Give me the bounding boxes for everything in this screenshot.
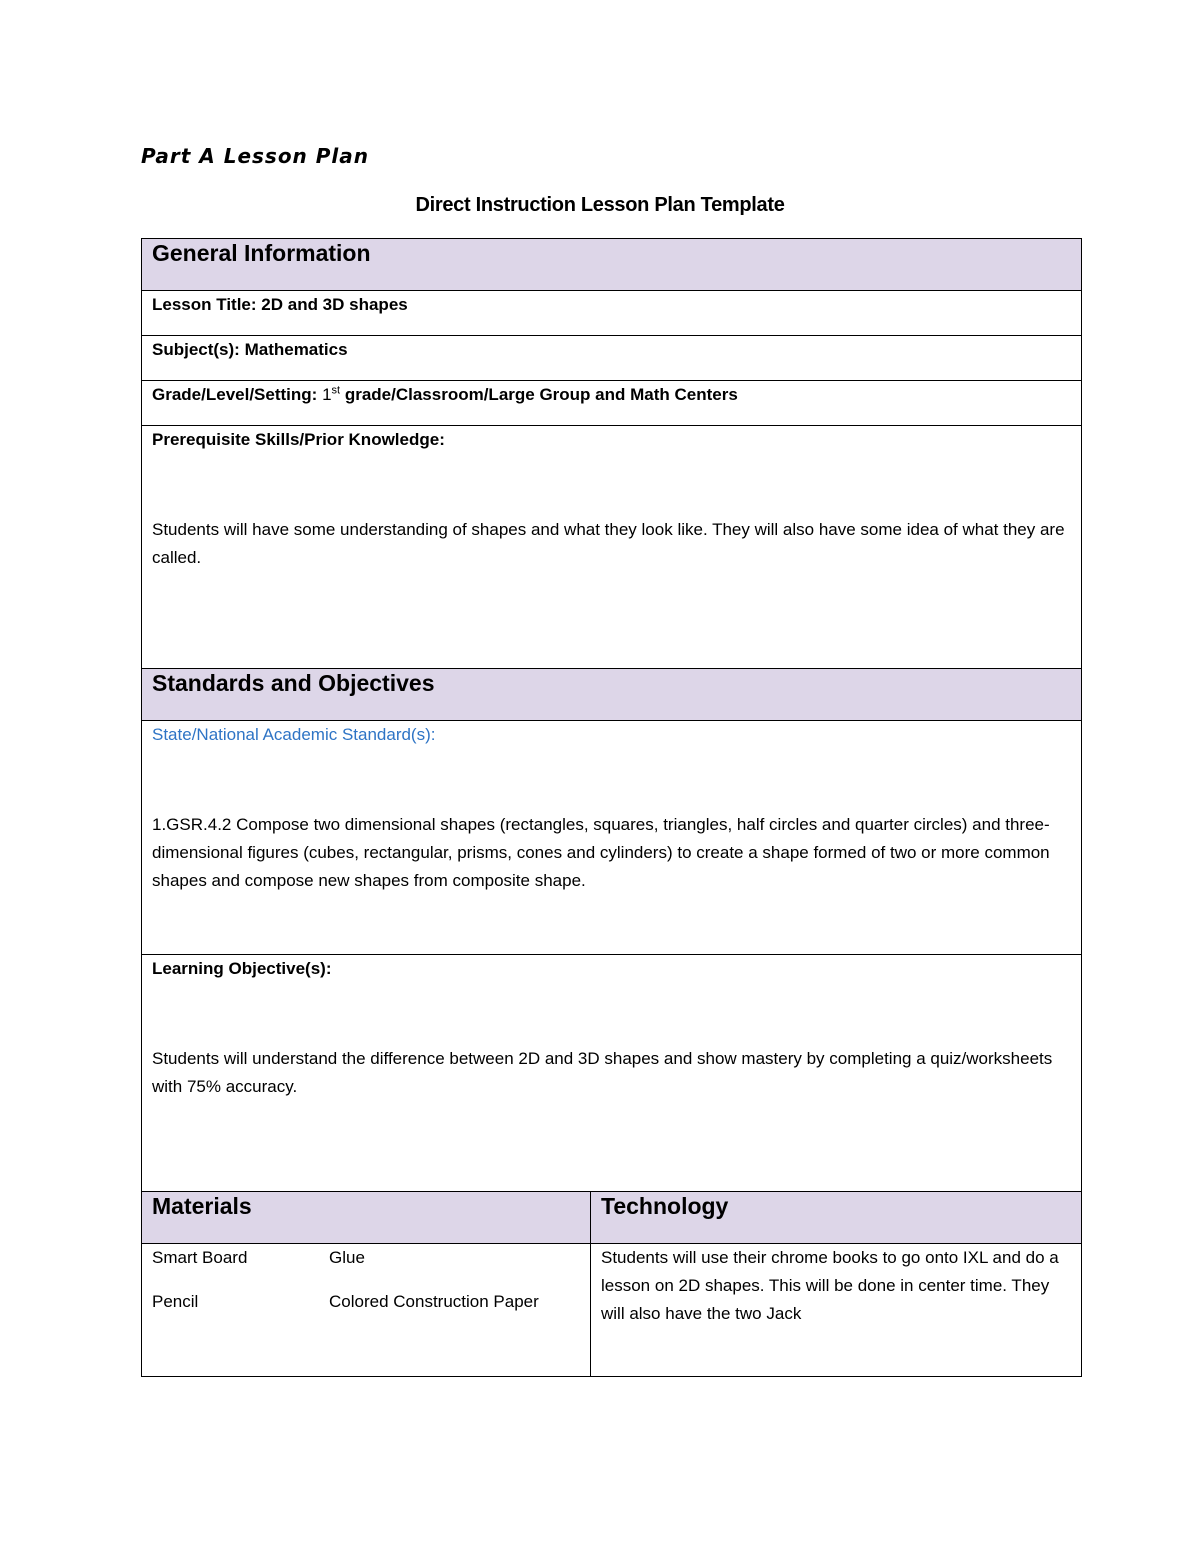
- grade-level-setting-label: Grade/Level/Setting:: [152, 385, 318, 404]
- section-heading-general-information: General Information: [152, 240, 371, 266]
- materials-technology-content-row: [142, 1244, 1082, 1377]
- lesson-plan-table: [141, 238, 1082, 1377]
- section-heading-technology: Technology: [601, 1193, 729, 1219]
- academic-standards-text: 1.GSR.4.2 Compose two dimensional shapes (rectangles, squares, triangles, half circles and quarter circles) and three-dimensional figures (cubes, rectangular, prisms, cones and cylinders) to create a shape formed of two or more common shapes and compose new shapes from composite shape.: [152, 815, 1050, 890]
- subject-value: Mathematics: [244, 340, 348, 359]
- prerequisite-skills-label: Prerequisite Skills/Prior Knowledge:: [152, 430, 445, 449]
- subject-row: [142, 336, 1082, 381]
- learning-objectives-label: Learning Objective(s):: [152, 959, 332, 978]
- prerequisite-skills-text: Students will have some understanding of shapes and what they look like. They will also have some idea of what they are called.: [152, 520, 1065, 567]
- lesson-title-row: [142, 291, 1082, 336]
- lesson-title-value: 2D and 3D shapes: [261, 295, 408, 314]
- lesson-title-label: Lesson Title:: [152, 295, 257, 314]
- materials-technology-header-row: [142, 1192, 1082, 1244]
- standards-objectives-header-row: [142, 669, 1082, 721]
- grade-ordinal-suffix: st: [331, 384, 341, 397]
- section-heading-materials: Materials: [152, 1193, 252, 1219]
- section-heading-standards-objectives: Standards and Objectives: [152, 670, 435, 696]
- material-item: Smart Board: [152, 1248, 248, 1267]
- technology-text: Students will use their chrome books to go onto IXL and do a lesson on 2D shapes. This will be done in center time. They will also have the two Jack: [601, 1248, 1059, 1323]
- general-information-header-row: [142, 239, 1082, 291]
- learning-objectives-row: [142, 955, 1082, 1192]
- learning-objectives-text: Students will understand the difference between 2D and 3D shapes and show mastery by completing a quiz/worksheets with 75% accuracy.: [152, 1049, 1053, 1096]
- document-title: Direct Instruction Lesson Plan Template: [415, 194, 785, 216]
- subject-label: Subject(s):: [152, 340, 240, 359]
- grade-level-setting-row: [142, 381, 1082, 426]
- material-item: Colored Construction Paper: [329, 1292, 539, 1311]
- material-item: Glue: [329, 1248, 365, 1267]
- part-heading: Part A Lesson Plan: [141, 144, 370, 168]
- academic-standards-label: State/National Academic Standard(s):: [152, 725, 436, 744]
- materials-list: [152, 1244, 580, 1316]
- material-item: Pencil: [152, 1292, 199, 1311]
- grade-number: 1: [322, 385, 332, 404]
- prerequisite-skills-row: [142, 426, 1082, 669]
- academic-standards-row: [142, 721, 1082, 955]
- grade-level-setting-value: grade/Classroom/Large Group and Math Centers: [344, 385, 738, 404]
